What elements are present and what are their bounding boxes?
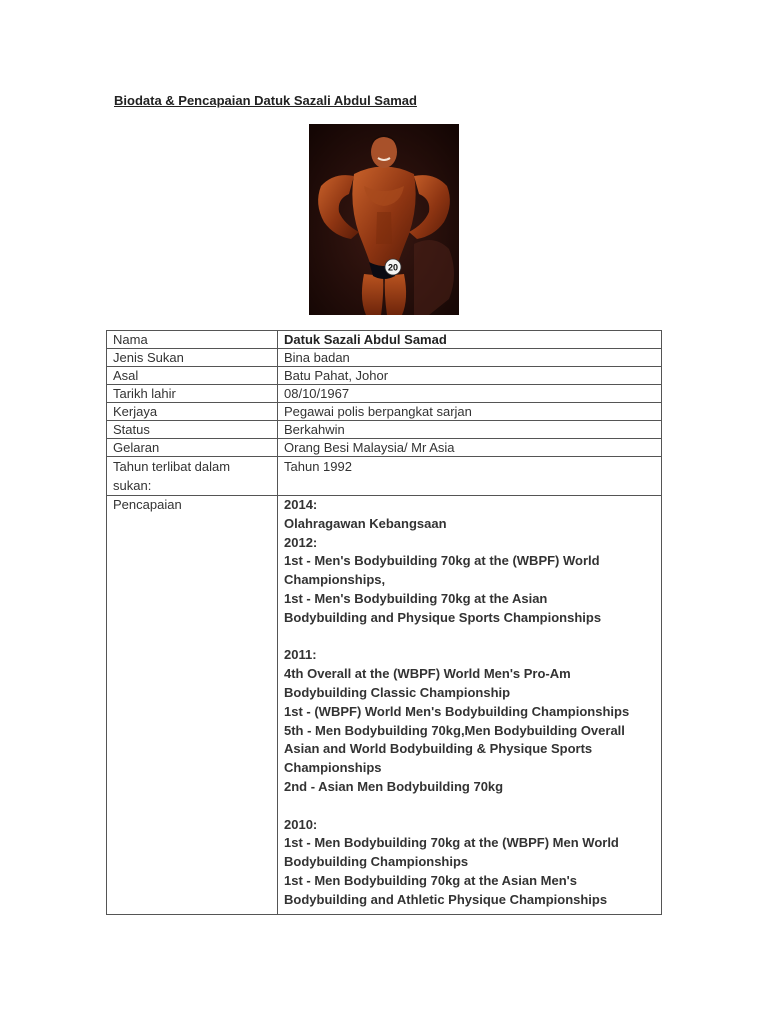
achievement-line: 2010: <box>284 816 318 832</box>
achievement-line <box>284 628 655 647</box>
table-row <box>107 385 662 403</box>
achievement-line: 5th - Men Bodybuilding 70kg,Men Bodybuilding Overall <box>284 722 625 738</box>
achievement-line: 2012: <box>284 534 318 550</box>
achievement-line: Championships, <box>284 572 386 588</box>
row-label: Status <box>107 421 278 439</box>
row-value: Pegawai polis berpangkat sarjan <box>278 403 662 421</box>
table-row <box>107 367 662 385</box>
achievement-line: 4th Overall at the (WBPF) World Men's Pro-Am <box>284 666 571 682</box>
row-value: Berkahwin <box>278 421 662 439</box>
table-row <box>107 403 662 421</box>
row-value: Batu Pahat, Johor <box>278 367 662 385</box>
document-title: Biodata & Pencapaian Datuk Sazali Abdul Samad <box>114 93 417 108</box>
achievement-line: Bodybuilding Classic Championship <box>284 684 511 700</box>
table-row <box>107 331 662 349</box>
achievement-line: 1st - Men's Bodybuilding 70kg at the Asian <box>284 590 548 606</box>
row-label: Tarikh lahir <box>107 385 278 403</box>
achievement-line: 1st - Men's Bodybuilding 70kg at the (WBPF) World <box>284 553 600 569</box>
achievement-line: Bodybuilding and Physique Sports Championships <box>284 609 602 625</box>
row-value: Bina badan <box>278 349 662 367</box>
achievement-line: Asian and World Bodybuilding & Physique Sports <box>284 741 593 757</box>
achievement-line: Bodybuilding and Athletic Physique Championships <box>284 891 608 907</box>
table-row <box>107 439 662 457</box>
row-value: Datuk Sazali Abdul Samad <box>278 331 662 349</box>
row-value: Tahun 1992 <box>278 457 662 496</box>
row-label: Kerjaya <box>107 403 278 421</box>
row-value: 08/10/1967 <box>278 385 662 403</box>
table-row <box>107 421 662 439</box>
biodata-table <box>106 330 662 915</box>
achievement-line <box>284 797 655 816</box>
row-label: Tahun terlibat dalam sukan: <box>107 457 278 496</box>
row-value: Orang Besi Malaysia/ Mr Asia <box>278 439 662 457</box>
achievement-line: Olahragawan Kebangsaan <box>284 515 447 531</box>
achievements-label: Pencapaian <box>107 496 278 915</box>
row-label: Gelaran <box>107 439 278 457</box>
achievement-line: 1st - Men Bodybuilding 70kg at the (WBPF) Men World <box>284 835 619 851</box>
achievements-row <box>107 496 662 915</box>
athlete-photo <box>309 124 459 315</box>
achievement-line: Championships <box>284 760 382 776</box>
row-label: Nama <box>107 331 278 349</box>
achievement-line: 2014: <box>284 497 318 512</box>
achievement-line: 1st - Men Bodybuilding 70kg at the Asian Men's <box>284 872 577 888</box>
achievement-line: 2nd - Asian Men Bodybuilding 70kg <box>284 778 504 794</box>
achievement-line: 1st - (WBPF) World Men's Bodybuilding Championships <box>284 703 630 719</box>
achievement-line: 2011: <box>284 647 317 663</box>
competitor-number-badge: 20 <box>387 262 399 273</box>
table-row <box>107 457 662 496</box>
row-label: Jenis Sukan <box>107 349 278 367</box>
table-row <box>107 349 662 367</box>
achievement-line: Bodybuilding Championships <box>284 854 469 870</box>
achievements-list <box>278 496 662 915</box>
row-label: Asal <box>107 367 278 385</box>
